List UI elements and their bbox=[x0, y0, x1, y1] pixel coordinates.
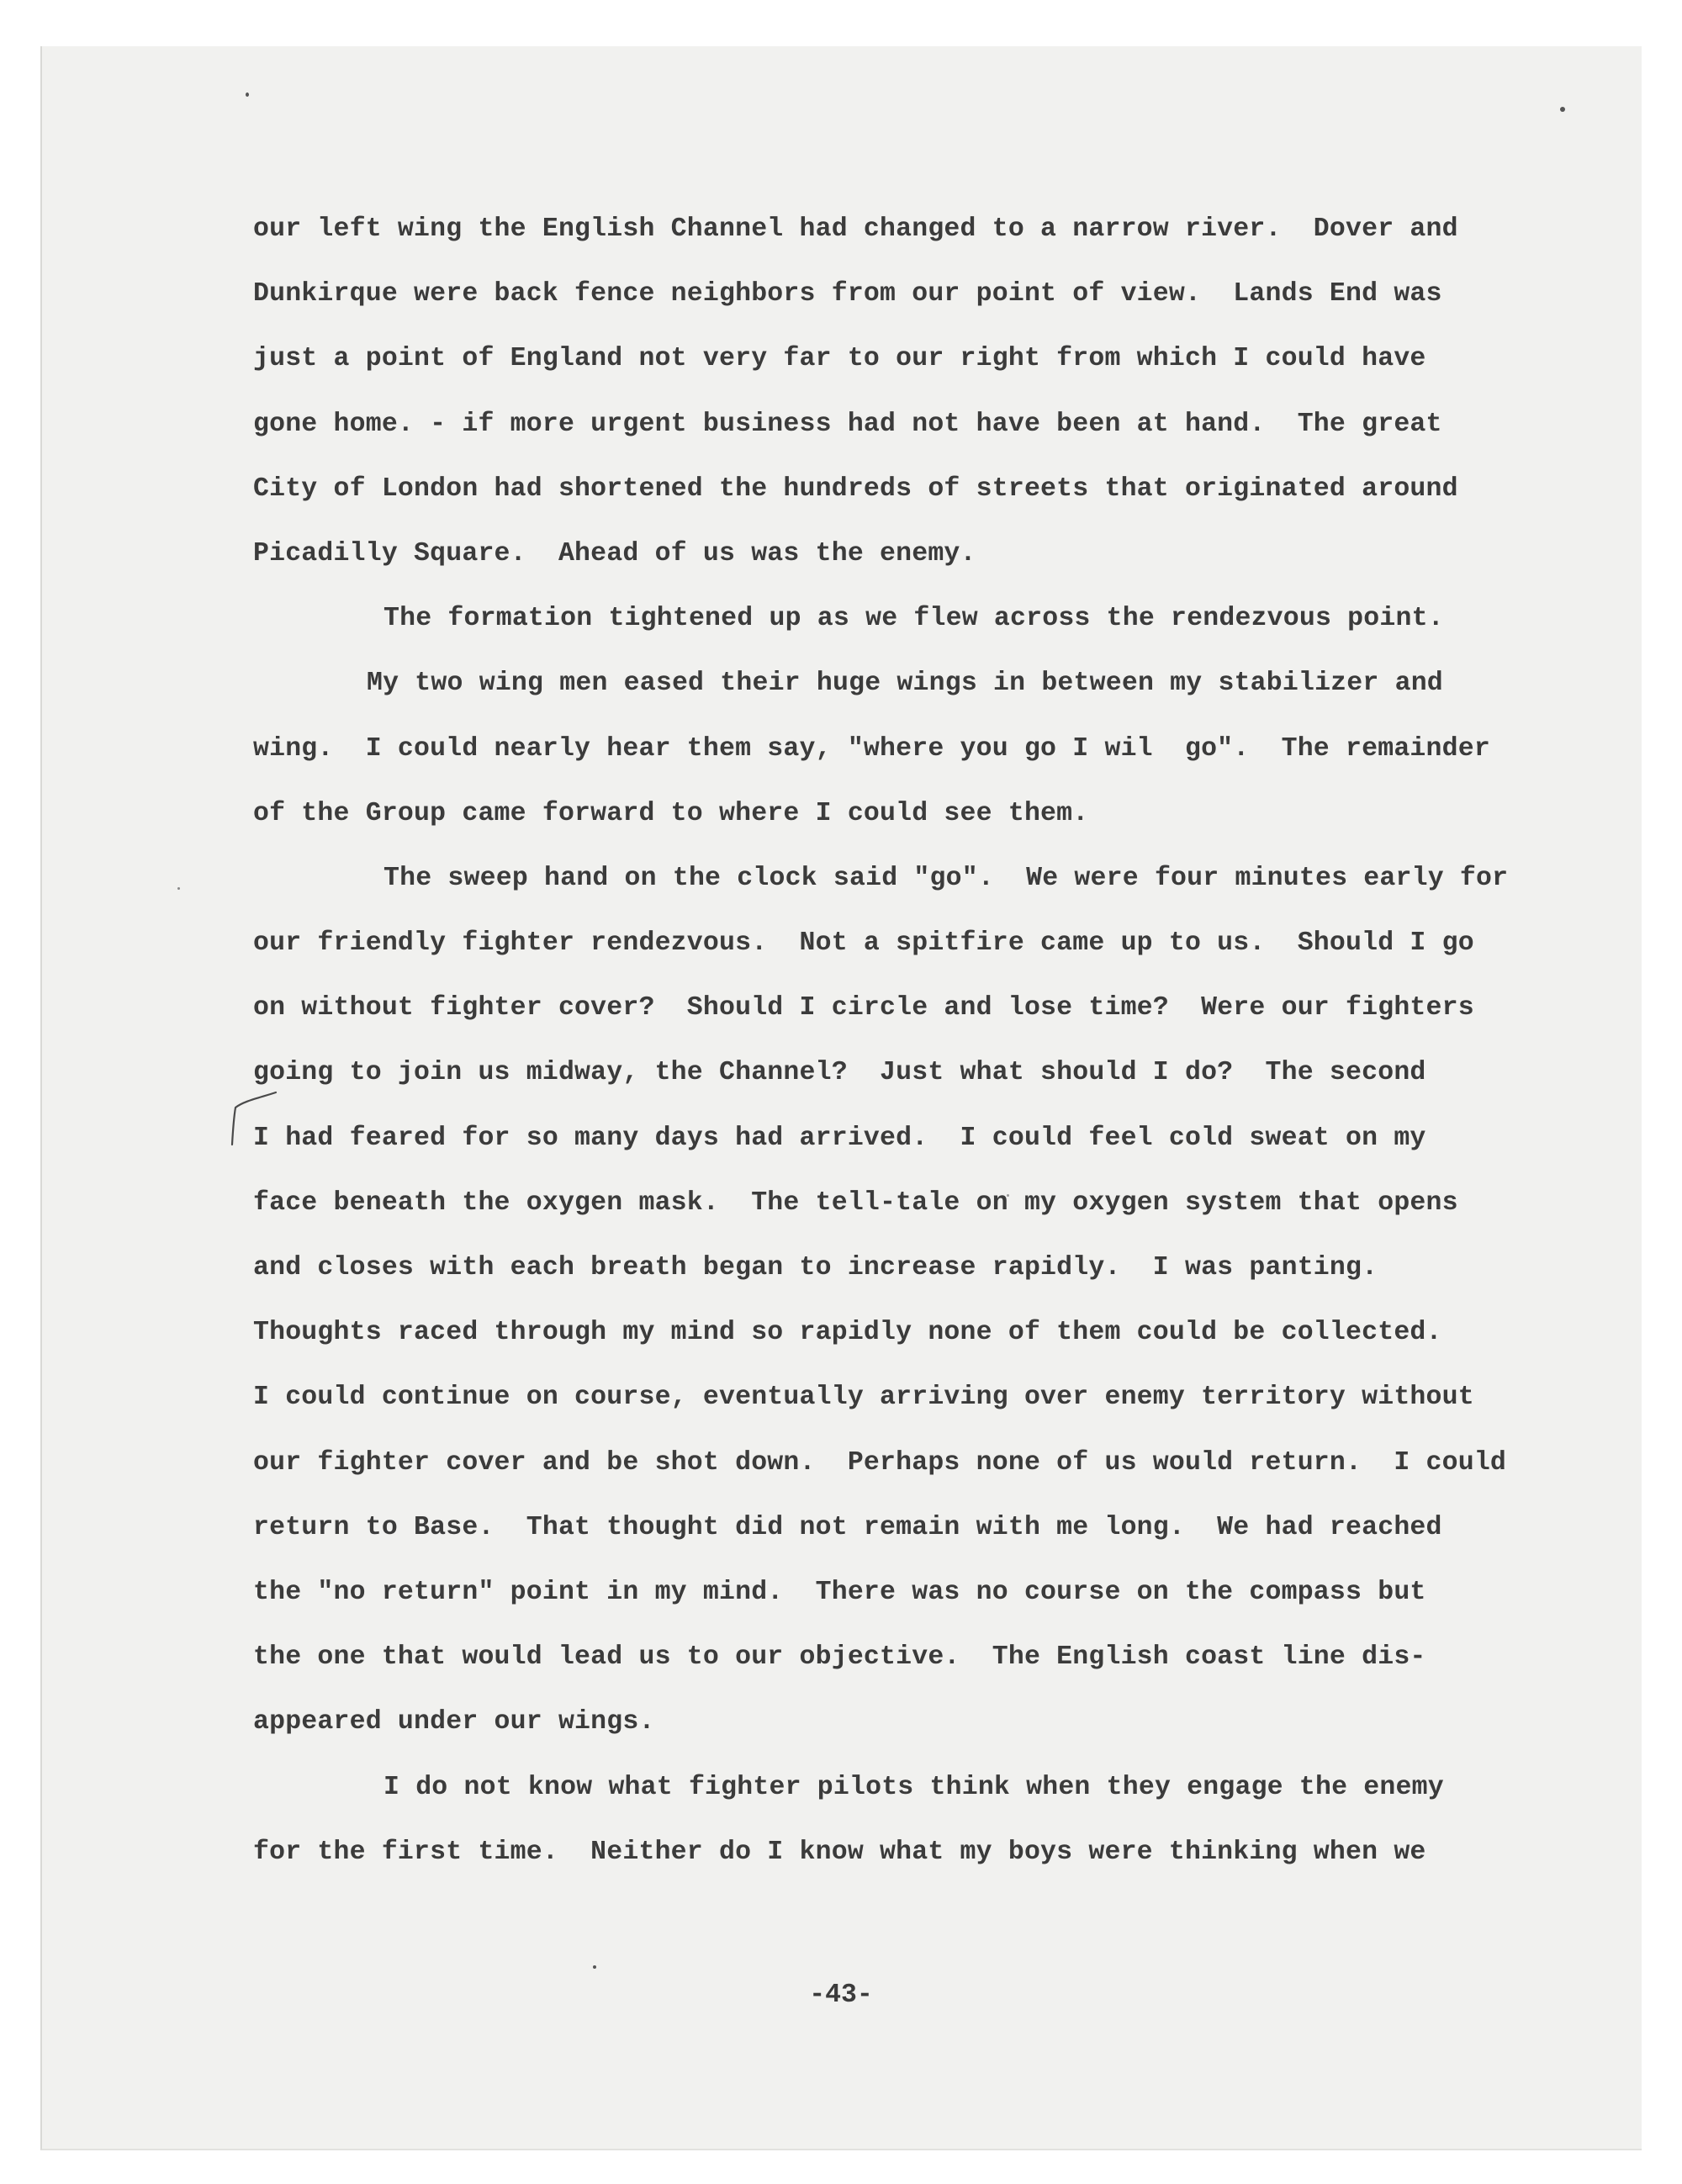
text-line: going to join us midway, the Channel? Just what should I do? The second bbox=[253, 1058, 1426, 1088]
text-line: face beneath the oxygen mask. The tell-tale on my oxygen system that opens bbox=[253, 1187, 1458, 1218]
document-body bbox=[253, 197, 1616, 1885]
text-line: our left wing the English Channel had changed to a narrow river. Dover and bbox=[253, 214, 1458, 244]
text-line: just a point of England not very far to our right from which I could have bbox=[253, 344, 1426, 374]
text-line: our friendly fighter rendezvous. Not a spitfire came up to us. Should I go bbox=[253, 928, 1474, 959]
text-line: City of London had shortened the hundreds of streets that originated around bbox=[253, 473, 1458, 504]
paragraph-first-line: I do not know what fighter pilots think when they engage the enemy bbox=[383, 1772, 1444, 1802]
text-line: Thoughts raced through my mind so rapidly none of them could be collected. bbox=[253, 1318, 1442, 1348]
paragraph-first-line: The formation tightened up as we flew across the rendezvous point. bbox=[383, 604, 1444, 634]
text-line: I could continue on course, eventually arriving over enemy territory without bbox=[253, 1383, 1474, 1413]
text-line: and closes with each breath began to increase rapidly. I was panting. bbox=[253, 1253, 1378, 1282]
paragraph-first-line: The sweep hand on the clock said "go". We were four minutes early for bbox=[383, 863, 1509, 893]
page-number: -43- bbox=[809, 1980, 873, 2010]
paper-speck bbox=[177, 887, 180, 890]
text-line: the "no return" point in my mind. There was no course on the compass but bbox=[253, 1577, 1426, 1607]
text-line: Dunkirque were back fence neighbors from our point of view. Lands End was bbox=[253, 279, 1442, 309]
text-line: the one that would lead us to our objective. The English coast line dis- bbox=[253, 1642, 1426, 1673]
paper-speck bbox=[246, 93, 249, 97]
text-line: on without fighter cover? Should I circle and lose time? Were our fighters bbox=[253, 993, 1474, 1023]
text-line: our fighter cover and be shot down. Perhaps none of us would return. I could bbox=[253, 1447, 1507, 1478]
text-line: for the first time. Neither do I know what my boys were thinking when we bbox=[253, 1837, 1426, 1867]
text-line: I had feared for so many days had arrived. I could feel cold sweat on my bbox=[253, 1123, 1426, 1153]
text-line: appeared under our wings. bbox=[253, 1707, 655, 1737]
text-line: return to Base. That thought did not remain with me long. We had reached bbox=[253, 1512, 1442, 1542]
paper-speck bbox=[593, 1965, 596, 1969]
paper-speck bbox=[1560, 107, 1565, 112]
text-line: wing. I could nearly hear them say, "where you go I wil go". The remainder bbox=[253, 733, 1490, 764]
text-line: of the Group came forward to where I could see them. bbox=[253, 798, 1089, 828]
paragraph-first-line: My two wing men eased their huge wings in between my stabilizer and bbox=[367, 669, 1443, 699]
text-line: gone home. - if more urgent business had not have been at hand. The great bbox=[253, 409, 1442, 439]
text-line: Picadilly Square. Ahead of us was the enemy. bbox=[253, 538, 976, 568]
